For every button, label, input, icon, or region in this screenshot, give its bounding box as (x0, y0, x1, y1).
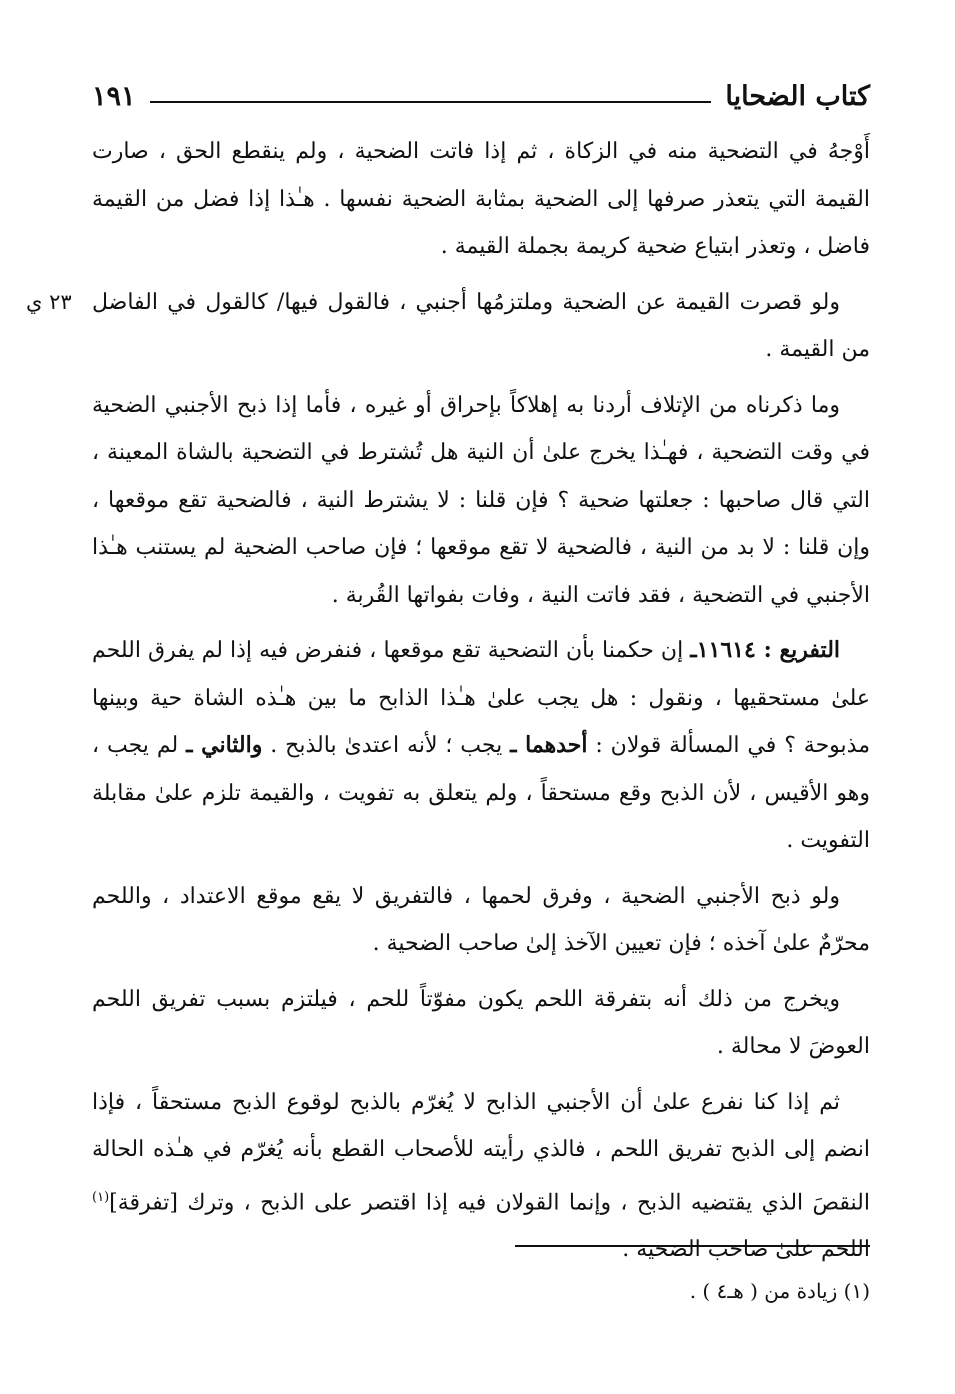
paragraph-text: ثم إذا كنا نفرع علىٰ أن الأجنبي الذابح لا يُغرّم بالذبح لوقوع الذبح مستحقاً ، فإذا انضم إلى الذبح تفريق اللحم ، فالذي رأيته للأصحاب القطع بأنه يُغرّم في هـٰذه الحالة النقصَ الذي يقتضيه الذبح ، وإنما القولان فيه إذا اقتصر على الذبح ، وترك [تفرقة] (92, 1089, 870, 1215)
bold-term: والثاني ـ (186, 732, 263, 758)
paragraph-text: اللحم علىٰ صاحب الضحية . (622, 1237, 870, 1263)
paragraph: ويخرج من ذلك أنه بتفرقة اللحم يكون مفوّتاً للحم ، فيلتزم بسبب تفريق اللحم العوضَ لا محالة . (92, 986, 870, 1059)
paragraph: أَوْجهُ في التضحية منه في الزكاة ، ثم إذا فاتت الضحية ، ولم ينقطع الحق ، صارت القيمة التي يتعذر صرفها إلى الضحية بمثابة الضحية نفسها . هـٰذا إذا فضل من القيمة فاضل ، وتعذر ابتياع ضحية كريمة بجملة القيمة . (92, 139, 870, 259)
header-rule (150, 101, 712, 103)
margin-reference: ٢٣ ي (26, 290, 72, 314)
page-number: ١٩١ (92, 81, 136, 112)
footnote-marker: (١) (92, 1189, 110, 1205)
main-text (92, 128, 870, 1282)
paragraph (92, 627, 870, 865)
book-title: كتاب الضحايا (725, 81, 870, 112)
paragraph-text: يجب ؛ لأنه اعتدىٰ بالذبح . (262, 733, 511, 758)
paragraph-text: إن حكمنا بأن التضحية تقع موقعها ، فنفرض فيه إذا لم يفرق اللحم علىٰ مستحقيها ، ونقول : هل يجب علىٰ هـٰذا الذابح ما بين هـٰذه الشاة حية وبينها مذبوحة ؟ في المسألة قولان : (92, 638, 870, 758)
footnote-rule (515, 1245, 870, 1247)
paragraph: ولو قصرت القيمة عن الضحية وملتزمُها أجنبي ، فالقول فيها/ كالقول في الفاضل من القيمة . (92, 289, 870, 362)
running-header (92, 74, 870, 114)
paragraph-text: لم يجب ، وهو الأقيس ، لأن الذبح وقع مستحقاً ، ولم يتعلق به تفويت ، والقيمة تلزم علىٰ مقابلة التفويت . (92, 733, 870, 853)
section-heading: التفريع : ١١٦١٤ـ (690, 637, 841, 663)
bold-term: أحدهما ـ (510, 732, 588, 758)
footnote: (١) زيادة من ( هـ٤ ) . (689, 1279, 870, 1303)
paragraph: وما ذكرناه من الإتلاف أردنا به إهلاكاً بإحراق أو غيره ، فأما إذا ذبح الأجنبي الضحية في وقت التضحية ، فهـٰذا يخرج علىٰ أن النية هل تُشترط في التضحية بالشاة المعينة ، التي قال صاحبها : جعلتها ضحية ؟ فإن قلنا : لا يشترط النية ، فالضحية تقع موقعها ، وإن قلنا : لا بد من النية ، فالضحية لا تقع موقعها ؛ فإن صاحب الضحية لم يستنب هـٰذا الأجنبي في التضحية ، فقد فاتت النية ، وفات بفواتها القُربة . (92, 392, 870, 608)
paragraph: ولو ذبح الأجنبي الضحية ، وفرق لحمها ، فالتفريق لا يقع موقع الاعتداد ، واللحم محرّمٌ علىٰ آخذه ؛ فإن تعيين الآخذ إلىٰ صاحب الضحية . (92, 883, 870, 956)
